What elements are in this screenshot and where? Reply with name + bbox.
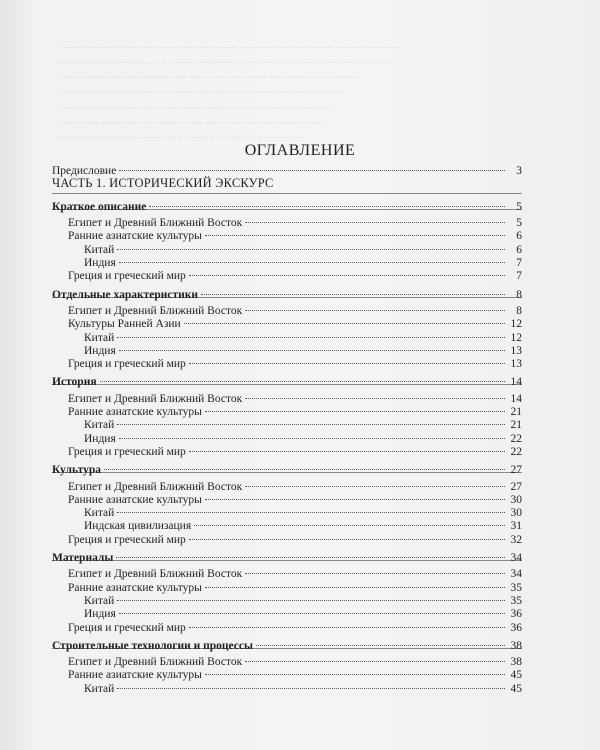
toc-page-number: 8 — [516, 304, 522, 317]
toc-page-number: 34 — [510, 552, 522, 565]
toc-label: Китай — [84, 594, 115, 607]
toc-label: Египет и Древний Ближний Восток — [68, 304, 243, 317]
toc-sections — [52, 196, 522, 695]
dot-leader — [256, 632, 505, 646]
dot-leader — [205, 486, 505, 500]
toc-page-number: 38 — [510, 656, 522, 669]
toc-section-heading — [52, 459, 522, 477]
toc-label: Индия — [84, 344, 116, 357]
dot-leader — [245, 297, 505, 311]
toc-label: Китай — [84, 682, 115, 695]
toc-label: Китай — [84, 419, 115, 432]
toc-label: Китай — [84, 507, 115, 520]
dot-leader — [117, 323, 505, 337]
toc-entry — [52, 528, 522, 546]
dot-leader — [245, 472, 505, 486]
toc-label: Египет и Древний Ближний Восток — [68, 392, 243, 405]
dot-leader — [189, 350, 505, 364]
toc-page-number: 5 — [516, 200, 522, 213]
dot-leader — [184, 310, 505, 324]
toc-page-number: 30 — [510, 493, 522, 506]
dot-leader — [117, 674, 505, 688]
dot-leader — [149, 193, 505, 207]
toc-section-heading — [52, 196, 522, 213]
dot-leader — [119, 600, 505, 614]
toc-page-number: 5 — [516, 217, 522, 230]
toc-label: История — [52, 376, 97, 389]
toc-label: Ранние азиатские культуры — [68, 669, 202, 682]
toc-label: Греция и греческий мир — [68, 358, 186, 371]
toc-label: Греция и греческий мир — [68, 270, 186, 283]
toc-label: Китай — [84, 243, 115, 256]
toc-label: Греция и греческий мир — [68, 445, 186, 458]
toc-label: Отдельные характеристики — [52, 288, 199, 301]
dot-leader — [117, 587, 505, 601]
toc-label: Ранние азиатские культуры — [68, 230, 202, 243]
toc-label: Ранние азиатские культуры — [68, 406, 202, 419]
toc-part-heading — [52, 177, 522, 190]
toc-page-number: 22 — [510, 445, 522, 458]
toc-label: Греция и греческий мир — [68, 533, 186, 546]
toc-label: Ранние азиатские культуры — [68, 581, 202, 594]
toc-page-number: 13 — [510, 358, 522, 371]
toc-entry — [52, 677, 522, 695]
toc-label: Ранние азиатские культуры — [68, 493, 202, 506]
dot-leader — [119, 337, 505, 351]
toc-page-number: 6 — [516, 243, 522, 256]
part-label: ЧАСТЬ 1. ИСТОРИЧЕСКИЙ ЭКСКУРС — [52, 176, 274, 191]
toc-page-number: 21 — [510, 406, 522, 419]
dot-leader — [245, 209, 505, 223]
toc-section-heading — [52, 283, 522, 301]
dot-leader — [245, 648, 505, 662]
dot-leader — [205, 398, 505, 412]
toc-page-number: 7 — [516, 270, 522, 283]
toc-page-number: 34 — [510, 568, 522, 581]
dot-leader — [205, 661, 505, 675]
dot-leader — [189, 613, 505, 627]
toc-page-number: 45 — [510, 682, 522, 695]
dot-leader — [117, 499, 505, 513]
toc-page-number: 13 — [510, 344, 522, 357]
toc-page-number: 45 — [510, 669, 522, 682]
toc-page-number: 35 — [510, 581, 522, 594]
toc-label: Краткое описание — [52, 200, 147, 213]
toc-label: Греция и греческий мир — [68, 621, 186, 634]
dot-leader — [119, 424, 505, 438]
toc-label: Египет и Древний Ближний Восток — [68, 568, 243, 581]
toc-page-number: 32 — [510, 533, 522, 546]
dot-leader — [189, 525, 505, 539]
dot-leader — [205, 222, 505, 236]
dot-leader — [201, 280, 505, 294]
toc-page-number: 21 — [510, 419, 522, 432]
toc-label: Индия — [84, 257, 116, 270]
dot-leader — [119, 249, 505, 263]
toc-label: Китай — [84, 331, 115, 344]
dot-leader — [189, 438, 505, 452]
toc-label: Индская цивилизация — [84, 520, 192, 533]
toc-label: Египет и Древний Ближний Восток — [68, 217, 243, 230]
toc-page-number: 38 — [510, 639, 522, 652]
toc-entry — [52, 353, 522, 371]
dot-leader — [104, 456, 505, 470]
toc-label: Строительные технологии и процессы — [52, 639, 253, 652]
toc-label: Предисловие — [52, 165, 117, 178]
toc-entry — [52, 265, 522, 283]
dot-leader — [205, 573, 505, 587]
dot-leader — [189, 262, 505, 276]
toc-page-number: 35 — [510, 594, 522, 607]
dot-leader — [116, 544, 505, 558]
toc-label: Индия — [84, 432, 116, 445]
toc-entry — [52, 616, 522, 634]
toc-label: Египет и Древний Ближний Восток — [68, 480, 243, 493]
toc-page-number: 3 — [516, 165, 522, 178]
toc-label: Индия — [84, 608, 116, 621]
toc-page-number: 36 — [510, 608, 522, 621]
toc-page-number: 36 — [510, 621, 522, 634]
toc-page-number: 8 — [516, 288, 522, 301]
dot-leader — [100, 368, 505, 382]
dot-leader — [245, 560, 505, 574]
toc-label: Материалы — [52, 552, 114, 565]
toc-page-number: 7 — [516, 257, 522, 270]
toc-section-heading — [52, 547, 522, 565]
toc-page-number: 12 — [510, 318, 522, 331]
toc-label: Египет и Древний Ближний Восток — [68, 656, 243, 669]
toc-section-heading — [52, 371, 522, 389]
toc-page-number: 27 — [510, 480, 522, 493]
toc-page-number: 22 — [510, 432, 522, 445]
toc-section-heading — [52, 635, 522, 652]
dot-leader — [245, 384, 505, 398]
toc-page-number: 31 — [510, 520, 522, 533]
toc-page-number: 14 — [510, 376, 522, 389]
dot-leader — [119, 157, 505, 171]
dot-leader — [194, 512, 505, 526]
show-through-text: — — — — — — — — — — — — — — — — — — — — — — — — — —— — ——— — — — —— ———— — — — — — —— —— — — — — —— — — ——— — — — — — —— — —— — — —— ——— — — — —— — —— — — — — —— — — — — — — —— — — — — — — —— ——— — — — — —— — — — — —— — — —— — — — — — — — —— — — —— — — — — —— — — —— — — — ——— — — [60, 41, 401, 143]
table-of-contents — [52, 160, 522, 695]
toc-page-number: 6 — [516, 230, 522, 243]
toc-entry — [52, 441, 522, 458]
toc-page-number: 27 — [510, 464, 522, 477]
toc-entry-preface — [52, 160, 522, 178]
toc-label: Культуры Ранней Азии — [68, 318, 181, 331]
dot-leader — [117, 235, 505, 249]
toc-page-number: 30 — [510, 507, 522, 520]
dot-leader — [117, 411, 505, 425]
toc-page-number: 14 — [510, 392, 522, 405]
toc-page-number: 12 — [510, 331, 522, 344]
page-title: ОГЛАВЛЕНИЕ — [244, 142, 356, 159]
toc-label: Культура — [52, 464, 102, 477]
